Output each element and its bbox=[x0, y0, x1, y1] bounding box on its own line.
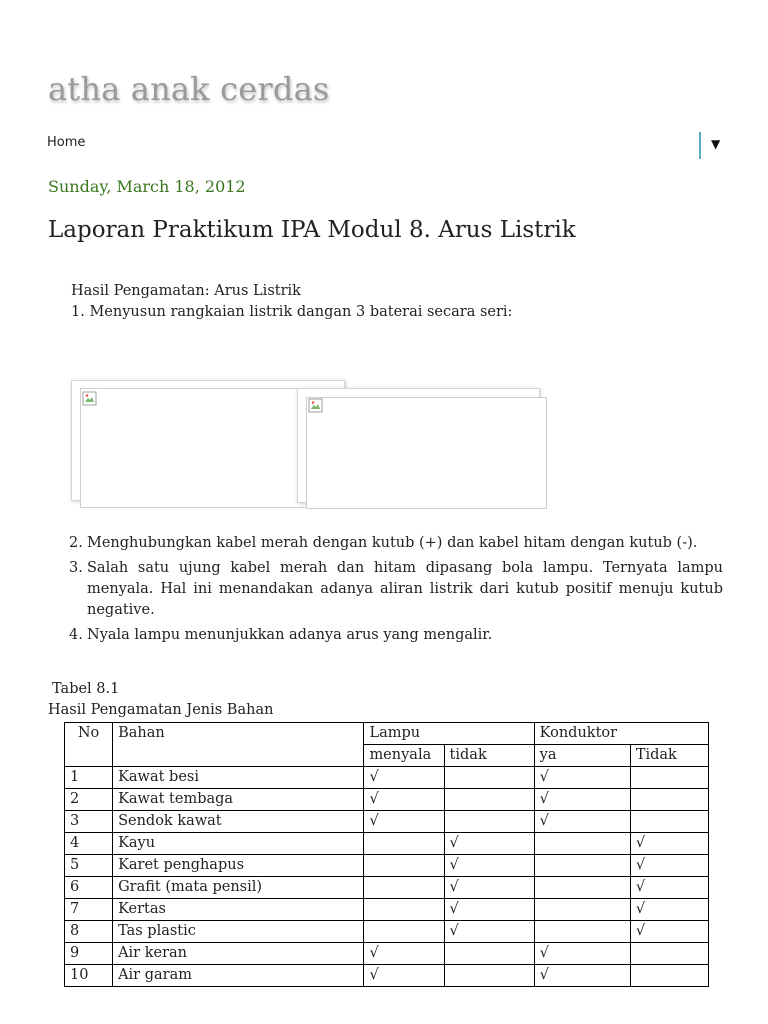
table-cell-menyala: √ bbox=[364, 965, 444, 987]
table-cell-tidak: √ bbox=[444, 921, 534, 943]
step-text: Menghubungkan kabel merah dengan kutub (+) dan kabel hitam dengan kutub (-). bbox=[87, 535, 698, 551]
table-cell-bahan: Air garam bbox=[113, 965, 364, 987]
table-cell-tidak: √ bbox=[444, 877, 534, 899]
table-cell-ya: √ bbox=[534, 811, 630, 833]
table-row bbox=[65, 833, 709, 855]
table-cell-ya: √ bbox=[534, 767, 630, 789]
table-cell-tidak2 bbox=[630, 767, 708, 789]
table-row bbox=[65, 943, 709, 965]
table-title: Hasil Pengamatan Jenis Bahan bbox=[48, 702, 274, 718]
step-one bbox=[71, 304, 512, 320]
table-cell-ya: √ bbox=[534, 965, 630, 987]
table-cell-ya bbox=[534, 855, 630, 877]
table-row bbox=[65, 811, 709, 833]
header-konduktor: Konduktor bbox=[534, 723, 708, 745]
table-cell-bahan: Karet penghapus bbox=[113, 855, 364, 877]
broken-image-icon bbox=[308, 398, 324, 414]
header-tidak: tidak bbox=[444, 745, 534, 767]
table-caption: Tabel 8.1 bbox=[52, 681, 120, 697]
table-cell-ya: √ bbox=[534, 943, 630, 965]
steps-list bbox=[69, 533, 723, 650]
table-cell-tidak2 bbox=[630, 811, 708, 833]
table-cell-no: 3 bbox=[65, 811, 113, 833]
table-cell-menyala bbox=[364, 855, 444, 877]
nav-home-link[interactable]: Home bbox=[47, 135, 86, 150]
image-frame-right[interactable] bbox=[297, 388, 540, 503]
table-cell-menyala bbox=[364, 921, 444, 943]
table-cell-bahan: Kawat tembaga bbox=[113, 789, 364, 811]
step-number: 2. bbox=[69, 535, 83, 551]
table-cell-tidak: √ bbox=[444, 833, 534, 855]
table-cell-bahan: Grafit (mata pensil) bbox=[113, 877, 364, 899]
table-cell-tidak: √ bbox=[444, 899, 534, 921]
table-cell-menyala: √ bbox=[364, 811, 444, 833]
header-lampu: Lampu bbox=[364, 723, 534, 745]
nav-divider bbox=[699, 132, 701, 159]
post-date: Sunday, March 18, 2012 bbox=[48, 177, 246, 196]
step-number: 3. bbox=[69, 560, 83, 576]
table-cell-menyala bbox=[364, 877, 444, 899]
header-bahan: Bahan bbox=[113, 723, 364, 767]
materials-table bbox=[64, 722, 709, 987]
table-cell-tidak2 bbox=[630, 965, 708, 987]
table-cell-ya bbox=[534, 877, 630, 899]
header-tidak-konduktor: Tidak bbox=[630, 745, 708, 767]
table-row bbox=[65, 921, 709, 943]
table-cell-tidak2: √ bbox=[630, 877, 708, 899]
table-cell-tidak: √ bbox=[444, 855, 534, 877]
table-cell-no: 4 bbox=[65, 833, 113, 855]
blog-title[interactable]: atha anak cerdas bbox=[48, 70, 330, 108]
table-row bbox=[65, 855, 709, 877]
step-number: 4. bbox=[69, 627, 83, 643]
table-cell-tidak2 bbox=[630, 789, 708, 811]
table-body bbox=[65, 767, 709, 987]
table-cell-tidak bbox=[444, 811, 534, 833]
table-cell-no: 10 bbox=[65, 965, 113, 987]
step-one-text: Menyusun rangkaian listrik dangan 3 baterai secara seri: bbox=[89, 304, 513, 320]
list-item bbox=[69, 558, 723, 621]
header-no: No bbox=[65, 723, 113, 767]
table-cell-bahan: Sendok kawat bbox=[113, 811, 364, 833]
list-item bbox=[69, 533, 723, 554]
table-cell-no: 2 bbox=[65, 789, 113, 811]
table-cell-tidak bbox=[444, 943, 534, 965]
table-cell-no: 9 bbox=[65, 943, 113, 965]
table-cell-tidak2: √ bbox=[630, 921, 708, 943]
table-cell-menyala: √ bbox=[364, 789, 444, 811]
observation-heading: Hasil Pengamatan: Arus Listrik bbox=[71, 283, 301, 299]
step-text: Nyala lampu menunjukkan adanya arus yang mengalir. bbox=[87, 627, 493, 643]
table-cell-bahan: Kertas bbox=[113, 899, 364, 921]
table-cell-menyala: √ bbox=[364, 943, 444, 965]
table-cell-bahan: Air keran bbox=[113, 943, 364, 965]
table-row bbox=[65, 899, 709, 921]
table-cell-menyala: √ bbox=[364, 767, 444, 789]
table-cell-tidak2: √ bbox=[630, 833, 708, 855]
broken-image-icon bbox=[82, 391, 98, 407]
table-cell-ya: √ bbox=[534, 789, 630, 811]
header-ya: ya bbox=[534, 745, 630, 767]
table-cell-no: 5 bbox=[65, 855, 113, 877]
table-cell-tidak2: √ bbox=[630, 855, 708, 877]
table-cell-bahan: Tas plastic bbox=[113, 921, 364, 943]
table-cell-ya bbox=[534, 833, 630, 855]
table-cell-tidak bbox=[444, 767, 534, 789]
table-row bbox=[65, 877, 709, 899]
table-cell-no: 1 bbox=[65, 767, 113, 789]
table-cell-tidak bbox=[444, 965, 534, 987]
table-cell-no: 8 bbox=[65, 921, 113, 943]
table-cell-tidak2: √ bbox=[630, 899, 708, 921]
table-cell-no: 6 bbox=[65, 877, 113, 899]
table-cell-no: 7 bbox=[65, 899, 113, 921]
post-title[interactable]: Laporan Praktikum IPA Modul 8. Arus Listrik bbox=[48, 217, 576, 243]
table-cell-menyala bbox=[364, 899, 444, 921]
table-row bbox=[65, 965, 709, 987]
table-cell-bahan: Kayu bbox=[113, 833, 364, 855]
table-cell-bahan: Kawat besi bbox=[113, 767, 364, 789]
triangle-down-icon[interactable]: ▼ bbox=[711, 137, 721, 151]
table-row bbox=[65, 789, 709, 811]
step-text: Salah satu ujung kabel merah dan hitam dipasang bola lampu. Ternyata lampu menyala. Hal ini menandakan adanya aliran listrik dari kutub positif menuju kutub negative. bbox=[87, 560, 723, 618]
table-cell-tidak2 bbox=[630, 943, 708, 965]
table-cell-ya bbox=[534, 921, 630, 943]
table-cell-ya bbox=[534, 899, 630, 921]
step-one-number: 1. bbox=[71, 304, 85, 320]
header-menyala: menyala bbox=[364, 745, 444, 767]
table-cell-tidak bbox=[444, 789, 534, 811]
table-cell-menyala bbox=[364, 833, 444, 855]
table-row bbox=[65, 767, 709, 789]
list-item bbox=[69, 625, 723, 646]
table-header-row bbox=[65, 723, 709, 745]
